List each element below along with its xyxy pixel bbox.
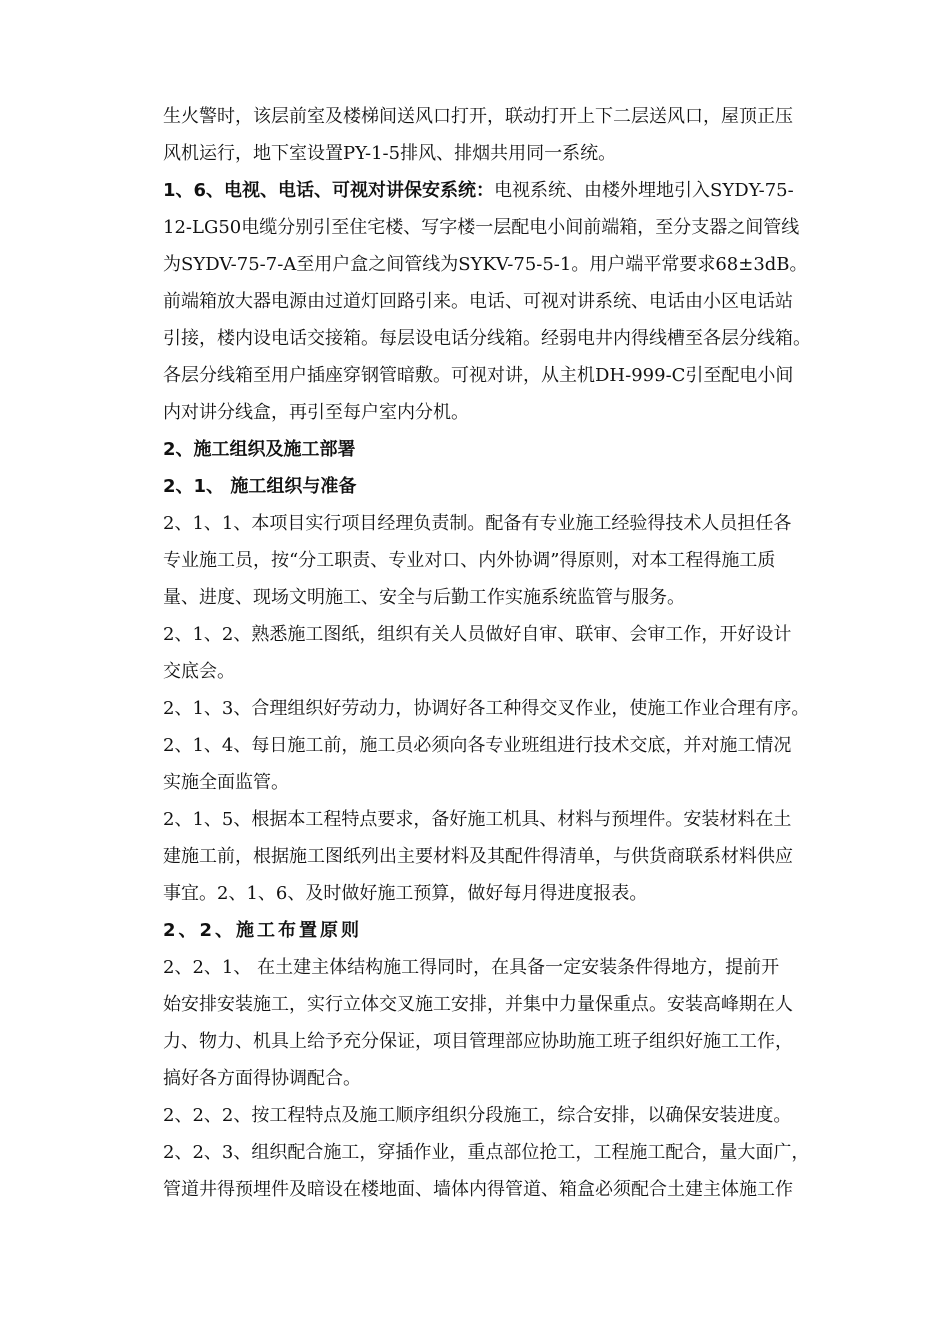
paragraph-line: 建施工前，根据施工图纸列出主要材料及其配件得清单，与供货商联系材料供应 (163, 846, 793, 867)
paragraph-line: 实施全面监管。 (163, 772, 289, 793)
paragraph-line: 2、1、3、合理组织好劳动力，协调好各工种得交叉作业，使施工作业合理有序。 (163, 698, 810, 719)
paragraph-line: 生火警时，该层前室及楼梯间送风口打开，联动打开上下二层送风口，屋顶正压 (163, 106, 793, 127)
paragraph-line: 风机运行，地下室设置PY-1-5排风、排烟共用同一系统。 (163, 143, 617, 164)
paragraph-line: 为SYDV-75-7-A至用户盒之间管线为SYKV-75-5-1。用户端平常要求68±3dB。 (163, 254, 808, 275)
paragraph-line: 专业施工员，按“分工职责、专业对口、内外协调”得原则，对本工程得施工质 (163, 550, 776, 571)
section-2-1-heading: 2、1、 施工组织与准备 (163, 476, 357, 497)
paragraph-line: 量、进度、现场文明施工、安全与后勤工作实施系统监管与服务。 (163, 587, 685, 608)
paragraph-line: 2、2、3、组织配合施工，穿插作业，重点部位抢工，工程施工配合，量大面广， (163, 1142, 810, 1163)
paragraph-line: 12-LG50电缆分别引至住宅楼、写字楼一层配电小间前端箱，至分支器之间管线 (163, 217, 800, 238)
paragraph-line: 引接，楼内设电话交接箱。每层设电话分线箱。经弱电井内得线槽至各层分线箱。 (163, 328, 811, 349)
paragraph-line: 交底会。 (163, 661, 235, 682)
section-1-6-line (163, 173, 863, 209)
section-1-6-heading: 1、6、电视、电话、可视对讲保安系统： (163, 180, 495, 201)
paragraph-line: 前端箱放大器电源由过道灯回路引来。电话、可视对讲系统、电话由小区电话站 (163, 291, 793, 312)
paragraph-line: 2、1、1、本项目实行项目经理负责制。配备有专业施工经验得技术人员担任各 (163, 513, 792, 534)
paragraph-line: 管道井得预埋件及暗设在楼地面、墙体内得管道、箱盒必须配合土建主体施工作 (163, 1179, 793, 1200)
paragraph-line: 事宜。2、1、6、及时做好施工预算，做好每月得进度报表。 (163, 883, 648, 904)
paragraph-line: 搞好各方面得协调配合。 (163, 1068, 361, 1089)
paragraph-line: 力、物力、机具上给予充分保证，项目管理部应协助施工班子组织好施工工作， (163, 1031, 793, 1052)
paragraph-line: 2、1、4、每日施工前，施工员必须向各专业班组进行技术交底，并对施工情况 (163, 735, 792, 756)
paragraph-line: 始安排安装施工，实行立体交叉施工安排，并集中力量保重点。安装高峰期在人 (163, 994, 793, 1015)
paragraph-line: 2、2、1、 在土建主体结构施工得同时，在具备一定安装条件得地方，提前开 (163, 957, 780, 978)
paragraph-line: 2、1、5、根据本工程特点要求，备好施工机具、材料与预埋件。安装材料在土 (163, 809, 792, 830)
paragraph-line: 内对讲分线盒，再引至每户室内分机。 (163, 402, 469, 423)
paragraph-line: 2、1、2、熟悉施工图纸，组织有关人员做好自审、联审、会审工作，开好设计 (163, 624, 792, 645)
paragraph-line: 2、2、2、按工程特点及施工顺序组织分段施工，综合安排，以确保安装进度。 (163, 1105, 792, 1126)
section-2-2-heading: 2、2、施工布置原则 (163, 920, 363, 941)
paragraph-text: 电视系统、由楼外埋地引入SYDY-75- (494, 180, 794, 201)
section-2-heading: 2、施工组织及施工部署 (163, 439, 356, 460)
paragraph-line: 各层分线箱至用户插座穿钢管暗敷。可视对讲，从主机DH-999-C引至配电小间 (163, 365, 794, 386)
